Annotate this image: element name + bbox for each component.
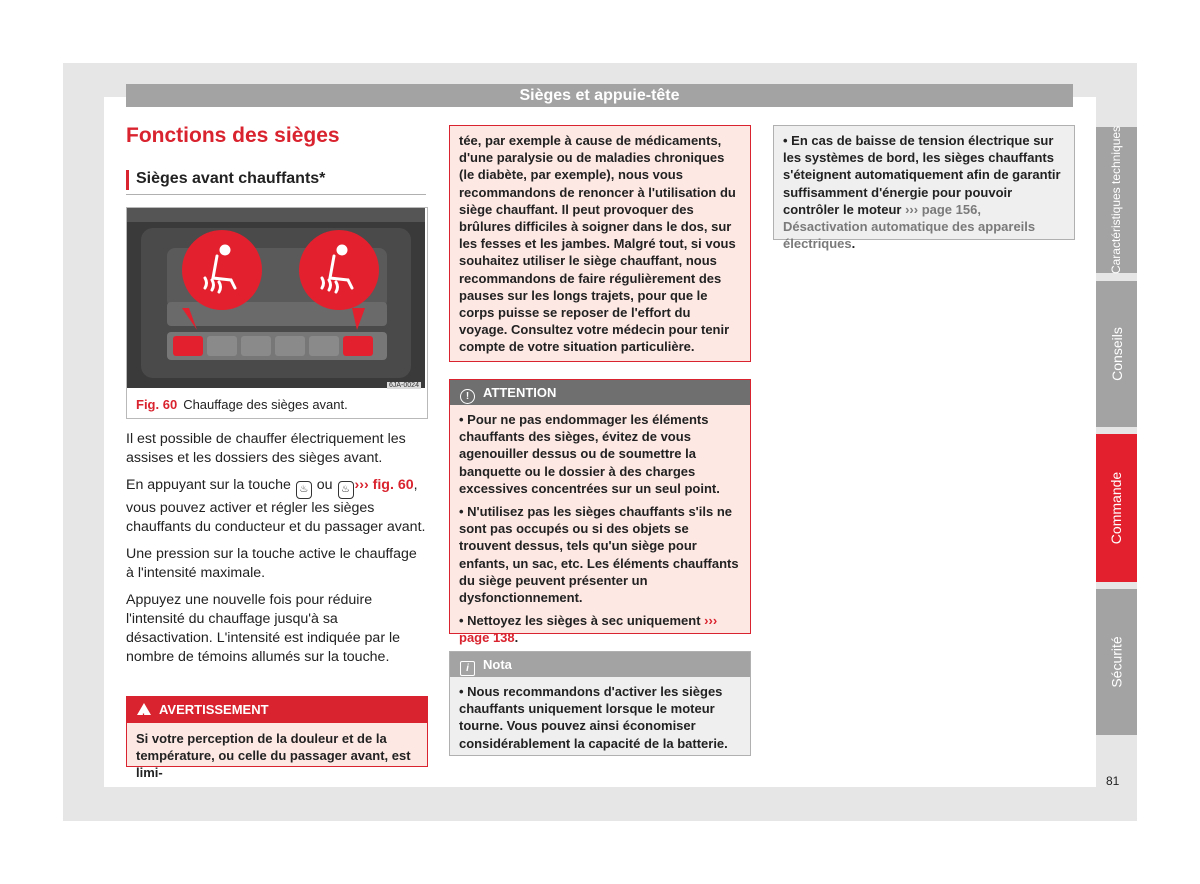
paragraph-3: Une pression sur la touche active le chauffage à l'intensité maximale. [126,546,417,581]
chapter-header: Sièges et appuie-tête [126,84,1073,107]
figure-caption-text: Chauffage des sièges avant. [183,397,348,412]
attention-item-2: • N'utilisez pas les sièges chauffants s'ils ne sont pas occupés ou si des objets se trouvent dessus, tels qu'un siège pour enfants, un sac, etc. Les éléments chauffants du siège peuvent présenter un dysfonctionnement. [459,504,739,606]
paragraph-4: Appuyez une nouvelle fois pour réduire l'intensité du chauffage jusqu'à sa désactivation. L'intensité est indiquée par le nombre de témoins allumés sur la touche. [126,592,401,665]
attention-item-3-text: • Nettoyez les sièges à sec uniquement [459,613,701,629]
voltage-note-text [774,126,1074,258]
tab-label-commande: Commande [1108,471,1125,545]
tab-commande[interactable] [1096,434,1137,582]
tab-label-caracteristiques: Caractéristiques techniques [1109,125,1124,275]
warning-continuation-text: tée, par exemple à cause de médicaments, d'une paralysie ou de maladies chroniques (le diabète, par exemple), nous vous recommandons de renoncer à l'utilisation du siège chauffant. Il peut provoquer des brûlures difficiles à soigner dans le dos, sur les fesses et les jambes. Malgré tout, si vous souhaitez utiliser le siège chauffant, nous recommandons de faire régulièrement des pauses sur les longs trajets, pour que le corps puisse se reposer de l'effort du voyage. Consultez votre médecin pour tenir compte de votre situation particulière. [459,133,736,355]
paragraph-2 [126,476,426,537]
paragraph-2-start: En appuyant sur la touche [126,477,291,493]
warning-triangle-icon: ! [137,703,151,715]
voltage-note-end: . [851,236,856,252]
attention-box [449,379,751,646]
figure-caption [136,397,348,412]
dashboard-illustration [127,208,425,388]
attention-title: ATTENTION [483,385,557,400]
paragraph-1: Il est possible de chauffer électriquement les assises et les dossiers des sièges avant. [126,431,406,466]
info-icon: i [460,661,475,676]
warning-title: AVERTISSEMENT [159,702,269,717]
fig-60-link[interactable]: ››› fig. 60 [354,477,414,493]
column-1-text [126,430,426,675]
note-text: • Nous recommandons d'activer les sièges chauffants uniquement lorsque le moteur tourne. Vous pouvez ainsi économiser considérablement la capacité de la batterie. [459,684,728,751]
figure-60 [126,207,428,419]
passenger-seat-heat-button-icon: ♨ [338,481,354,499]
section-title: Fonctions des sièges [126,124,340,147]
paragraph-2-end: , vous pouvez activer et régler les sièges chauffants du conducteur et du passager avant. [126,477,426,535]
attention-body [450,405,750,659]
subsection-heading [126,168,426,195]
tab-conseils[interactable] [1096,281,1137,427]
driver-seat-heat-button-icon: ♨ [296,481,312,499]
note-box [449,651,751,756]
figure-label: Fig. 60 [136,397,178,412]
warning-header [127,697,427,723]
tab-securite[interactable] [1096,589,1137,735]
heading-accent-bar [126,170,129,190]
exclamation-icon: ! [460,389,475,404]
tab-label-conseils: Conseils [1108,327,1125,381]
subsection-title: Sièges avant chauffants* [136,170,326,187]
attention-item-1: • Pour ne pas endommager les éléments chauffants des sièges, évitez de vous agenouiller dessus ou de soumettre la banquette ou le dossier à des charges excessives concentrées sur un seul point. [459,412,720,496]
voltage-note-box [773,125,1075,252]
attention-header [450,380,750,405]
page-number: 81 [1106,774,1120,788]
figure-code: 6JA-0024 [389,382,419,389]
page-156-link[interactable]: ››› page 156, Désactivation automatique des appareils électriques [783,201,1036,252]
warning-box [126,696,428,781]
tab-label-securite: Sécurité [1108,636,1125,688]
note-title: Nota [483,657,512,672]
attention-item-3-end: . [514,630,519,646]
warning-text: Si votre perception de la douleur et de la température, ou celle du passager avant, est limi- [136,731,411,781]
tab-caracteristiques-techniques[interactable] [1096,127,1137,273]
paragraph-2-or: ou [316,477,333,493]
attention-item-3 [459,612,741,646]
page-138-link[interactable]: ››› page 138 [459,613,718,646]
warning-continuation-box [449,125,751,362]
note-header [450,652,750,677]
voltage-note-main: • En cas de baisse de tension électrique sur les systèmes de bord, les sièges chauffants s'éteignent automatiquement afin de garantir suffisamment d'énergie pour pouvoir contrôler le moteur [783,133,1061,217]
